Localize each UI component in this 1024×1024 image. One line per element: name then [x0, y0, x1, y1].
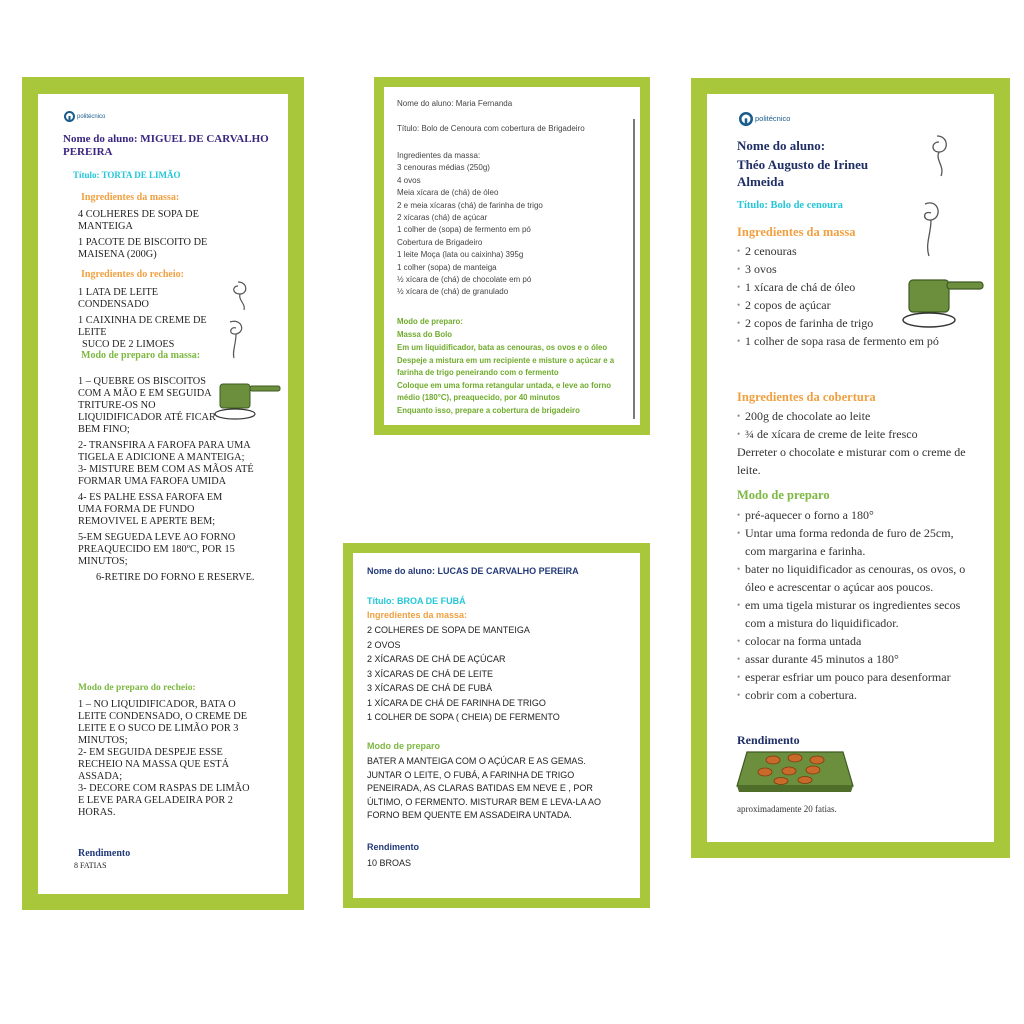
yield-heading: Rendimento — [367, 842, 420, 852]
logo-icon — [64, 111, 75, 122]
ingredient-item: • 2 copos de farinha de trigo — [737, 314, 977, 332]
method-heading: Modo de preparo — [367, 741, 441, 751]
ingredient-lines — [397, 150, 632, 299]
method-line: Coloque em uma forma retangular untada, e leve ao forno médio (180°C), preaquecido, por 40 minutos — [397, 381, 612, 402]
method-line: Modo de preparo: — [397, 317, 463, 326]
ingredient-item: • 2 cenouras — [737, 242, 977, 260]
ingredient-item: • 3 ovos — [737, 260, 977, 278]
method-text: BATER A MANTEIGA COM O AÇÚCAR E AS GEMAS. JUNTAR O LEITE, O FUBÁ, A FARINHA DE TRIGO PENEIRADA, AS CLARAS BATIDAS EM NEVE E , POR ÚLTIMO, O FERMENTO. MISTURAR BEM E LEVA-LA AO FORNO BEM QUENTE EM ASSADEIRA UNTADA. — [367, 756, 602, 821]
filling-method-heading: Modo de preparo do recheio: — [78, 683, 196, 693]
method-lines — [397, 316, 629, 417]
ingredient-line: 2 e meia xícaras (chá) de farinha de trigo — [397, 200, 543, 210]
filling-ingredients-heading: Ingredientes do recheio: — [81, 269, 184, 280]
politecnico-logo — [64, 111, 105, 122]
method-step: • colocar na forma untada — [737, 632, 969, 650]
recipe-card-content — [384, 87, 640, 425]
method-step: • cobrir com a cobertura. — [737, 686, 969, 704]
recipe-card-content — [707, 94, 994, 842]
pot-illustration — [208, 274, 288, 424]
ingredient-item: 4 COLHERES DE SOPA DE MANTEIGA — [78, 209, 199, 232]
topping-ingredients-list — [737, 407, 977, 443]
method-step: 6-RETIRE DO FORNO E RESERVE. — [96, 572, 255, 583]
logo-text: politécnico — [755, 114, 791, 124]
politecnico-logo — [739, 112, 790, 126]
ingredient-item: • ¾ de xícara de creme de leite fresco — [737, 425, 977, 443]
ingredient-item: SUCO DE 2 LIMOES — [82, 339, 175, 350]
student-name: Nome do aluno: LUCAS DE CARVALHO PEREIRA — [367, 566, 579, 576]
ingredient-line: ½ xícara de (chá) de granulado — [397, 287, 509, 297]
recipe-card-content — [38, 94, 288, 894]
recipe-card-bolo-de-cenoura — [691, 78, 1010, 858]
vertical-rule — [633, 119, 635, 419]
dough-ingredients-heading: Ingredientes da massa — [737, 225, 856, 239]
method-step: 5-EM SEGUEDA LEVE AO FORNO PREAQUECIDO EM 180ºC, POR 15 MINUTOS; — [78, 532, 236, 567]
ingredient-line: Ingredientes da massa: — [397, 151, 481, 160]
method-line: Despeje a mistura em um recipiente e misture o açúcar e a farinha de trigo peneirando com o fermento — [397, 356, 615, 377]
student-name: Théo Augusto de Irineu Almeida — [737, 157, 869, 189]
topping-ingredients-heading: Ingredientes da cobertura — [737, 390, 876, 404]
ingredient-line: Meia xícara de (chá) de óleo — [397, 188, 499, 198]
method-line: Massa do Bolo — [397, 330, 453, 339]
method-step: • pré-aquecer o forno a 180° — [737, 506, 969, 524]
method-step: • assar durante 45 minutos a 180° — [737, 650, 969, 668]
method-step: 1 – NO LIQUIDIFICADOR, BATA O LEITE CONDENSADO, O CREME DE LEITE E O SUCO DE LIMÃO POR 3 MINUTOS; — [78, 699, 248, 746]
ingredient-line: 3 cenouras médias (250g) — [397, 163, 490, 173]
recipe-title: Título: BROA DE FUBÁ — [367, 596, 466, 606]
pot-illustration — [897, 132, 987, 332]
ingredient-item: 1 LATA DE LEITE CONDENSADO — [78, 287, 159, 310]
method-step: • Untar uma forma redonda de furo de 25cm, com margarina e farinha. — [737, 524, 969, 560]
ingredient-item: 2 COLHERES DE SOPA DE MANTEIGA — [367, 625, 530, 635]
method-line: Em um liquidificador, bata as cenouras, os ovos e o óleo — [397, 343, 608, 352]
recipe-card-bolo-cenoura-brigadeiro — [374, 77, 650, 435]
method-step: • esperar esfriar um pouco para desenformar — [737, 668, 969, 686]
method-step: 1 – QUEBRE OS BISCOITOS COM A MÃO E EM SEGUIDA TRITURE-OS NO LIQUIDIFICADOR ATÉ FICAR BEM FINO; — [78, 376, 216, 435]
ingredient-line: 1 colher de (sopa) de fermento em pó — [397, 225, 531, 235]
method-step: 2- EM SEGUIDA DESPEJE ESSE RECHEIO NA MASSA QUE ESTÁ ASSADA; — [78, 747, 230, 782]
recipe-title: Título: TORTA DE LIMÃO — [73, 170, 181, 180]
recipe-title: Título: Bolo de cenoura — [737, 200, 843, 211]
ingredient-item: 1 CAIXINHA DE CREME DE LEITE — [78, 315, 207, 338]
filling-method-steps — [78, 699, 258, 823]
method-step: 3- MISTURE BEM COM AS MÃOS ATÉ FORMAR UMA FAROFA UMIDA — [78, 464, 254, 487]
yield-value: 10 BROAS — [367, 858, 412, 868]
ingredient-list — [367, 623, 627, 725]
method-line: Enquanto isso, prepare a cobertura de brigadeiro — [397, 406, 580, 415]
logo-text: politécnico — [77, 113, 106, 120]
ingredient-item: 3 XÍCARAS DE CHÁ DE FUBÁ — [367, 683, 493, 693]
method-step: • em uma tigela misturar os ingredientes secos com a mistura do liquidificador. — [737, 596, 969, 632]
recipe-card-broa-de-fuba — [343, 543, 650, 908]
ingredient-item: • 200g de chocolate ao leite — [737, 407, 977, 425]
ingredient-item: • 1 xícara de chá de óleo — [737, 278, 977, 296]
dough-method-heading: Modo de preparo da massa: — [81, 350, 201, 361]
ingredient-item: 1 COLHER DE SOPA ( CHEIA) DE FERMENTO — [367, 712, 560, 722]
method-heading: Modo de preparo — [737, 488, 830, 502]
dough-ingredients-list — [78, 209, 218, 265]
baking-tray-illustration — [735, 748, 855, 794]
ingredient-line: ½ xícara de (chá) de chocolate em pó — [397, 275, 532, 285]
ingredient-line: 1 leite Moça (lata ou caixinha) 395g — [397, 250, 524, 260]
ingredient-line: Cobertura de Brigadeiro — [397, 237, 483, 247]
filling-ingredients-list — [78, 287, 216, 355]
dough-ingredients-heading: Ingredientes da massa: — [81, 192, 180, 203]
logo-icon — [739, 112, 753, 126]
ingredient-item: • 2 copos de açúcar — [737, 296, 977, 314]
recipe-card-torta-de-limao — [22, 77, 304, 910]
recipe-title: Título: Bolo de Cenoura com cobertura de Brigadeiro — [397, 124, 585, 133]
ingredient-item: 2 XÍCARAS DE CHÁ DE AÇÚCAR — [367, 654, 506, 664]
yield-heading: Rendimento — [78, 848, 131, 859]
student-label: Nome do aluno: — [737, 138, 826, 153]
topping-note: Derreter o chocolate e misturar com o creme de leite. — [737, 445, 966, 477]
student-name: Nome do aluno: Maria Fernanda — [397, 99, 513, 108]
ingredient-item: 2 OVOS — [367, 639, 401, 650]
ingredient-line: 2 xícaras (chá) de açúcar — [397, 213, 488, 223]
method-step: • bater no liquidificador as cenouras, os ovos, o óleo e acrescentar o açúcar aos poucos. — [737, 560, 969, 596]
recipe-card-content — [353, 553, 640, 898]
yield-value: 8 FATIAS — [74, 861, 107, 870]
ingredient-item: 1 XÍCARA DE CHÁ DE FARINHA DE TRIGO — [367, 697, 546, 708]
method-step: 4- ES PALHE ESSA FAROFA EM UMA FORMA DE FUNDO REMOVIVEL E APERTE BEM; — [78, 492, 223, 527]
ingredient-line: 4 ovos — [397, 175, 421, 185]
method-step: 2- TRANSFIRA A FAROFA PARA UMA TIGELA E ADICIONE A MANTEIGA; — [78, 440, 251, 463]
yield-heading: Rendimento — [737, 733, 800, 747]
method-list — [737, 506, 969, 704]
method-step: 3- DECORE COM RASPAS DE LIMÃO E LEVE PARA GELADEIRA POR 2 HORAS. — [78, 783, 250, 818]
ingredient-item: 1 PACOTE DE BISCOITO DE MAISENA (200G) — [78, 237, 208, 260]
ingredient-item: 3 XÍCARAS DE CHÁ DE LEITE — [367, 668, 494, 679]
dough-ingredients-heading: Ingredientes da massa: — [367, 610, 468, 620]
yield-value: aproximadamente 20 fatias. — [737, 804, 837, 814]
student-name: Nome do aluno: MIGUEL DE CARVALHO PEREIRA — [63, 133, 269, 158]
ingredient-line: 1 colher (sopa) de manteiga — [397, 262, 497, 272]
dough-method-steps — [78, 376, 255, 588]
ingredient-item: • 1 colher de sopa rasa de fermento em pó — [737, 332, 977, 350]
